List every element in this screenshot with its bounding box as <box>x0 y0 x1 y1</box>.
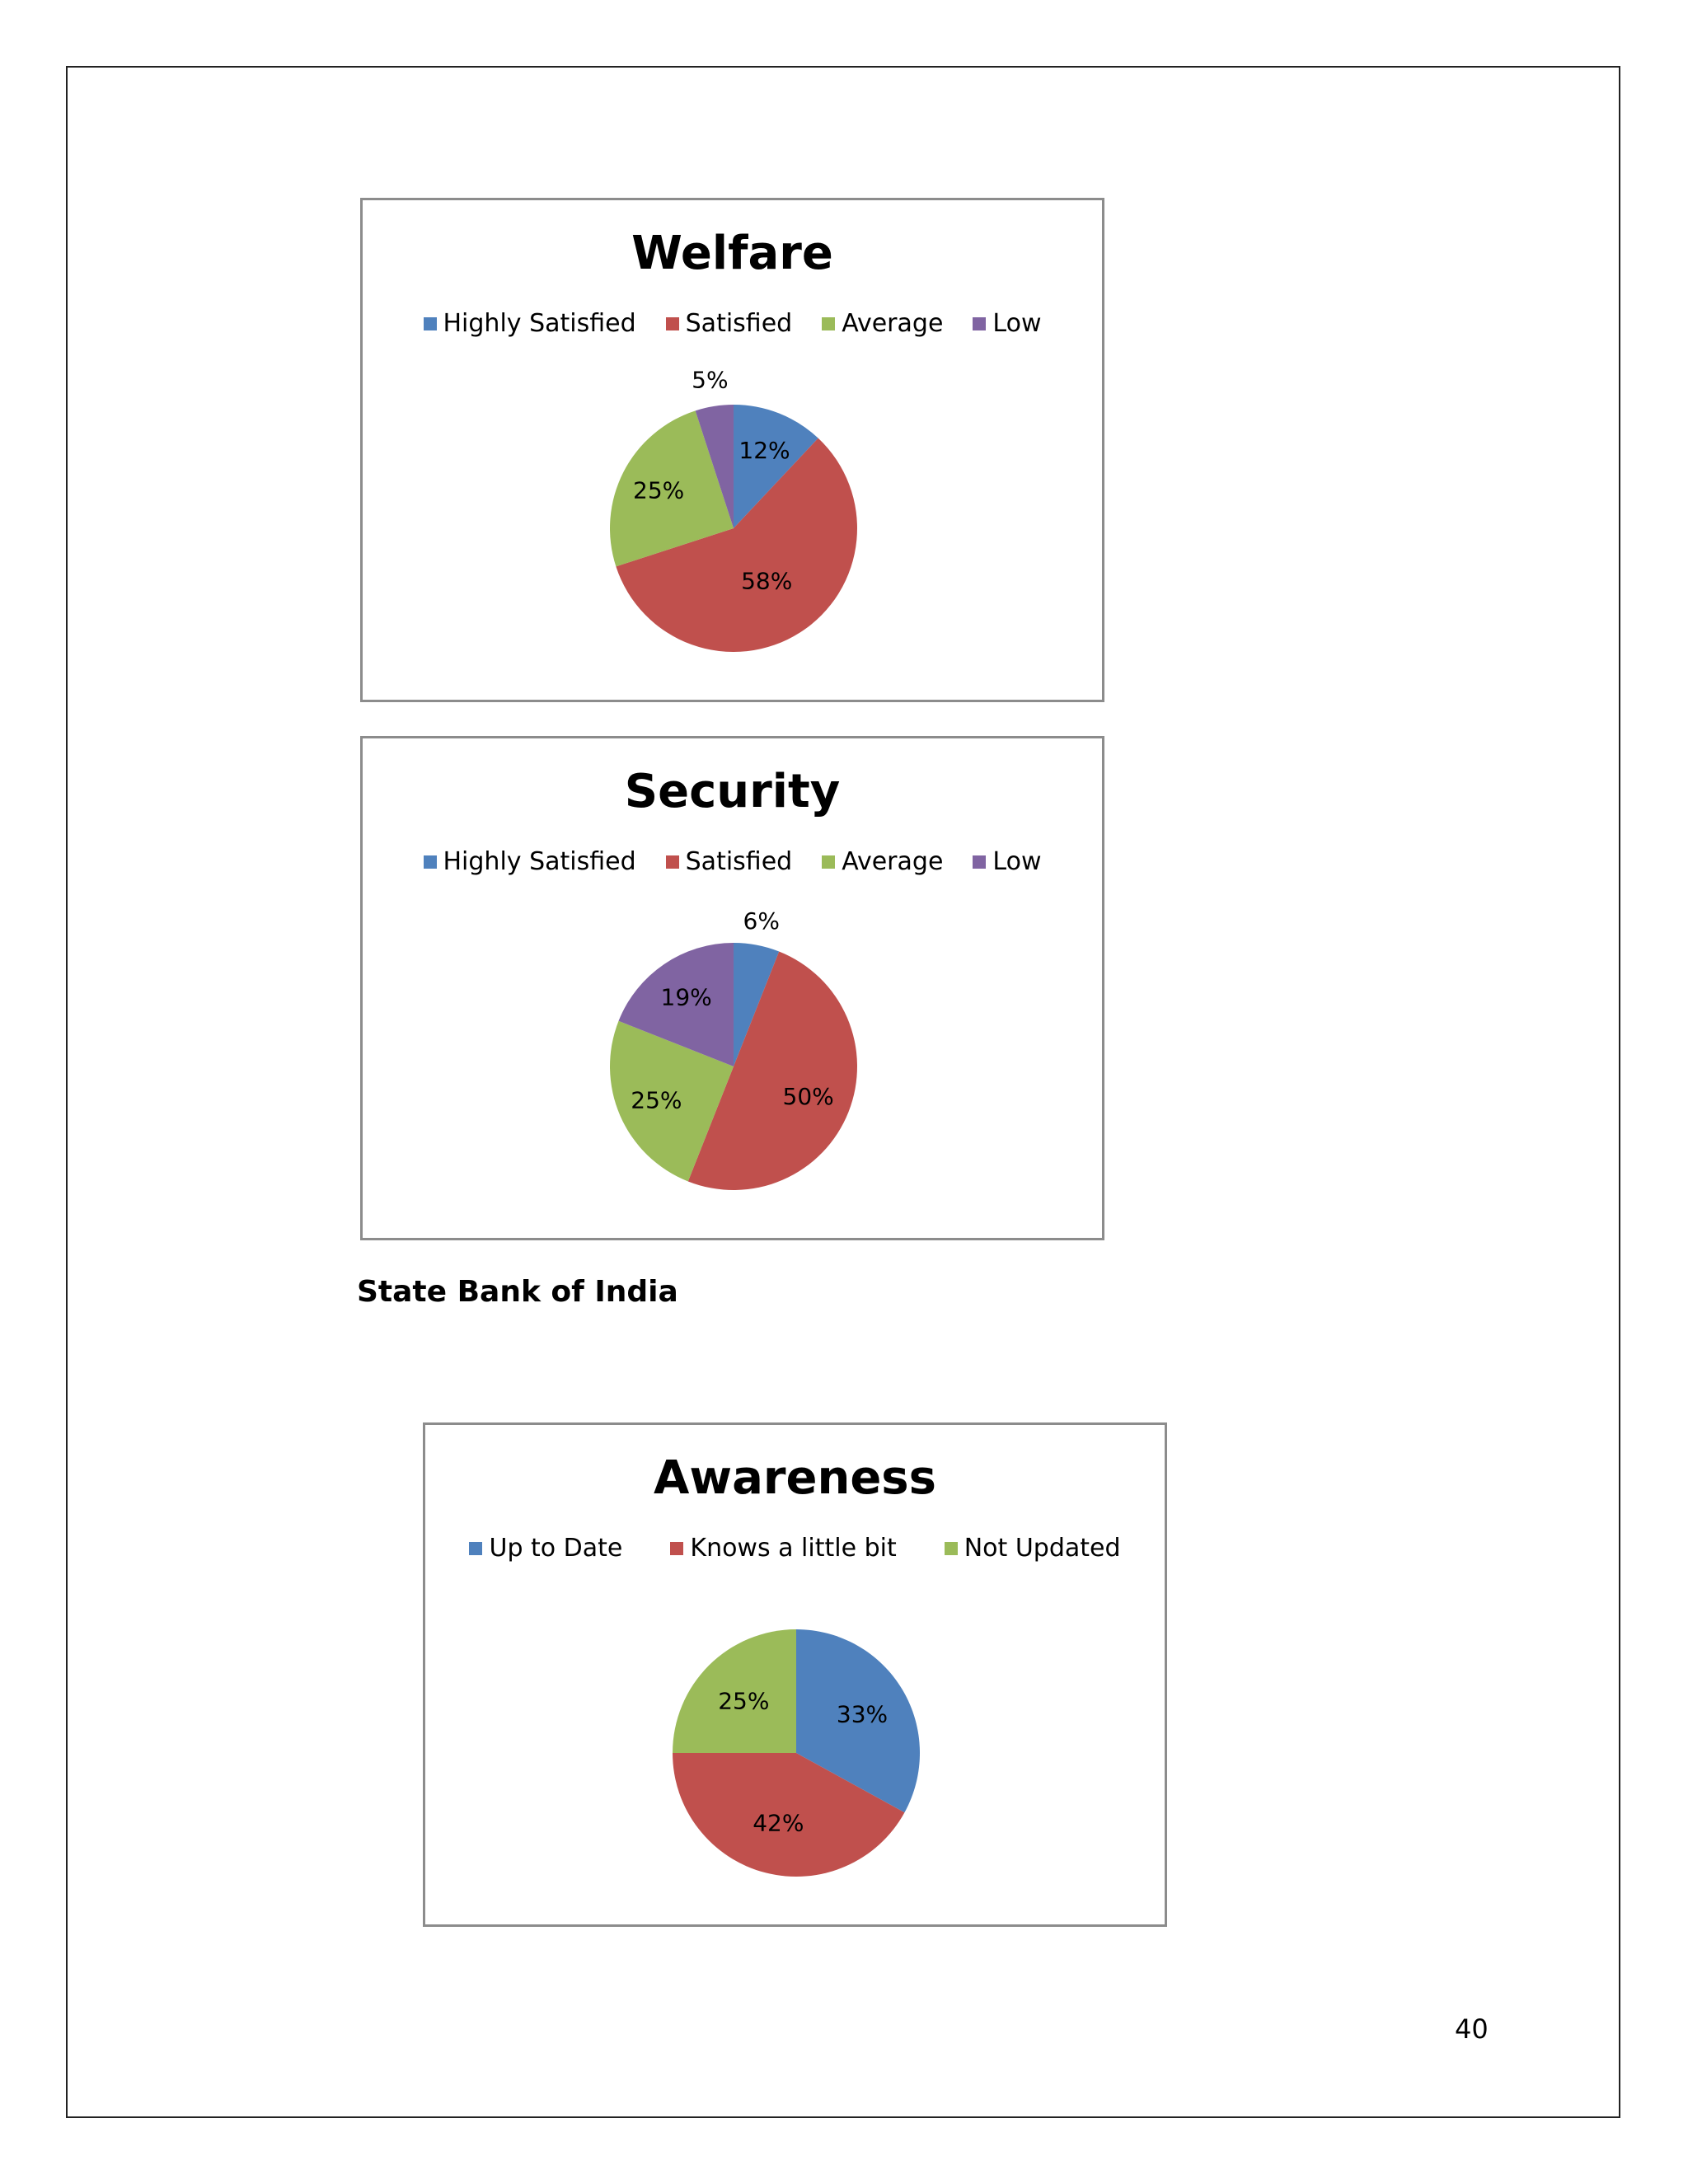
data-label: 25% <box>631 1086 682 1114</box>
data-label: 6% <box>743 907 780 935</box>
data-label: 33% <box>836 1700 889 1728</box>
page-number: 40 <box>1455 2013 1489 2045</box>
chart-title: Awareness <box>654 1451 936 1505</box>
pie-chart <box>425 1425 1170 1929</box>
legend-label: Average <box>842 309 944 338</box>
legend-label: Highly Satisfied <box>443 847 636 876</box>
data-label: 58% <box>741 567 793 595</box>
section-heading: State Bank of India <box>357 1275 678 1309</box>
legend-label: Satisfied <box>685 309 793 338</box>
awareness-chart <box>423 1422 1167 1927</box>
legend-label: Average <box>842 847 944 876</box>
data-label: 42% <box>753 1809 804 1837</box>
welfare-chart <box>360 198 1104 702</box>
data-label: 50% <box>782 1082 834 1110</box>
legend-label: Low <box>992 847 1042 876</box>
legend-label: Satisfied <box>685 847 793 876</box>
pie-chart <box>363 738 1107 1243</box>
legend-label: Highly Satisfied <box>443 309 636 338</box>
data-label: 12% <box>738 437 790 465</box>
data-label: 5% <box>692 366 729 394</box>
security-chart <box>360 736 1104 1240</box>
data-label: 25% <box>633 476 685 504</box>
data-label: 25% <box>718 1687 770 1715</box>
legend-label: Low <box>992 309 1042 338</box>
pie-chart <box>363 200 1107 705</box>
chart-title: Security <box>624 765 841 818</box>
legend-label: Up to Date <box>489 1534 623 1563</box>
legend-label: Knows a little bit <box>690 1534 897 1563</box>
legend-label: Not Updated <box>964 1534 1121 1563</box>
chart-title: Welfare <box>631 227 833 280</box>
data-label: 19% <box>660 983 712 1011</box>
